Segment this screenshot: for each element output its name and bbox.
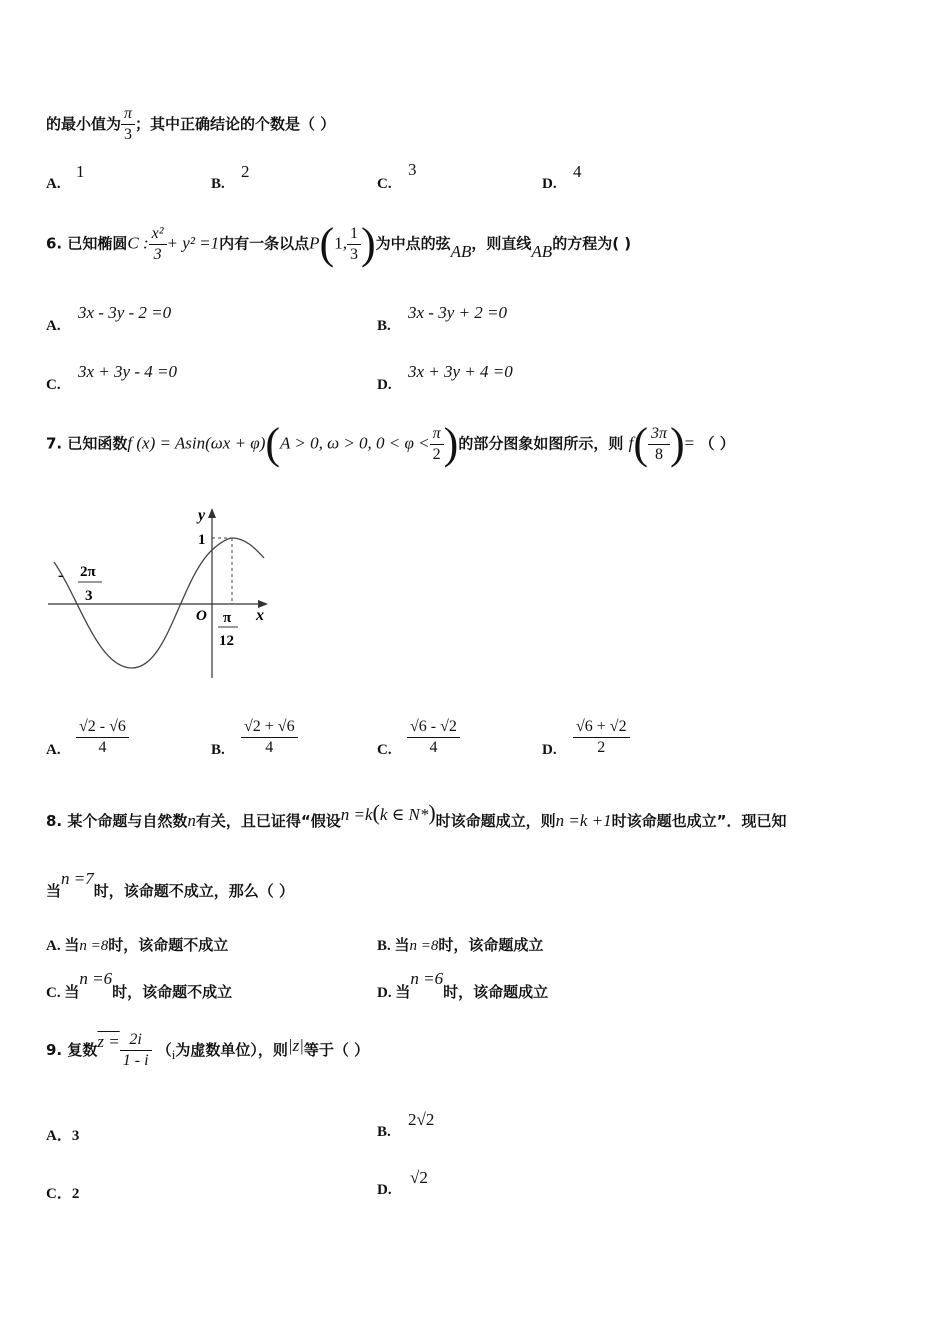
- q5-option-a[interactable]: A.: [46, 176, 61, 192]
- q6-stem: 6. 已知椭圆C : $\frac{\text{x²}}{3}$ + y² =1内有一条以点P(1, $\frac{1}{3}$ )为中点的弦AB，则直线AB的方程为( ): [46, 219, 632, 268]
- origin-label: O: [196, 608, 207, 624]
- left-tick-den: 3: [85, 588, 93, 604]
- max-value-label: 1: [198, 532, 206, 548]
- q9-option-b[interactable]: B.: [377, 1124, 391, 1140]
- q5-text: 的最小值为: [46, 115, 122, 133]
- q7-option-b-value: $\frac{√2 + √6}{4}$: [241, 717, 298, 758]
- q8-option-a[interactable]: A. 当n =8时，该命题不成立: [46, 938, 229, 954]
- right-tick-num: π: [223, 610, 232, 626]
- q9-option-c[interactable]: C．2: [46, 1186, 80, 1202]
- q9-option-b-value: 2√2: [408, 1110, 435, 1129]
- q5-option-b-value: 2: [241, 162, 250, 181]
- q5-option-a-value: 1: [76, 162, 85, 181]
- q8-stem-line1: 8. 某个命题与自然数n有关，且已证得“假设n =k(k ∈ N*)时该命题成立，则n =k +1时该命题也成立”．现已知: [46, 800, 787, 830]
- q6-option-a-value: 3x - 3y - 2 =0: [78, 303, 172, 322]
- right-tick-den: 12: [219, 633, 234, 649]
- q8-option-b[interactable]: B. 当n =8时，该命题成立: [377, 938, 544, 954]
- q7-option-d-value: $\frac{√6 + √2}{2}$: [573, 717, 630, 758]
- q5-option-d-value: 4: [573, 162, 582, 181]
- q5-text-post: ；其中正确结论的个数是（ ）: [135, 115, 336, 133]
- left-tick-sign: -: [58, 567, 64, 584]
- q5-fraction: $\frac{\pi}{3}$: [121, 104, 135, 145]
- q6-option-a[interactable]: A.: [46, 318, 61, 334]
- q6-option-c[interactable]: C.: [46, 377, 61, 393]
- q5-option-b[interactable]: B.: [211, 176, 225, 192]
- q9-option-a[interactable]: A．3: [46, 1128, 80, 1144]
- q8-option-c[interactable]: C. 当n =6时，该命题不成立: [46, 969, 233, 1001]
- q6-x2-fraction: $\frac{\text{x²}}{3}$: [149, 224, 167, 265]
- q9-stem: 9. 复数z = $\frac{2i}{1 - i}$ （i为虚数单位），则|z|等于（ ）: [46, 1031, 370, 1069]
- q5-tail: [46, 104, 335, 145]
- q7-option-c[interactable]: C.: [377, 742, 392, 758]
- q7-option-d[interactable]: D.: [542, 742, 557, 758]
- q7-stem: 7. 已知函数f (x) = Asin(ωx + φ)(A > 0, ω > 0, 0 < φ < $\frac{\pi}{2}$ )的部分图象如图所示，则 f( $\frac{3\pi}{8}$ )= （ ）: [46, 419, 735, 468]
- q7-option-a[interactable]: A.: [46, 742, 61, 758]
- q5-option-c-value: 3: [408, 160, 417, 179]
- q5-option-c[interactable]: C.: [377, 176, 392, 192]
- q8-option-d[interactable]: D. 当n =6时，该命题成立: [377, 969, 549, 1001]
- q6-option-c-value: 3x + 3y - 4 =0: [78, 362, 177, 381]
- q7-option-a-value: $\frac{√2 - √6}{4}$: [76, 717, 129, 758]
- x-axis-label: x: [256, 607, 264, 624]
- q6-option-d[interactable]: D.: [377, 377, 392, 393]
- q6-option-b-value: 3x - 3y + 2 =0: [408, 303, 507, 322]
- q8-stem-line2: 当n =7时，该命题不成立，那么（ ）: [46, 869, 294, 900]
- y-axis-label: y: [198, 507, 206, 524]
- q7-option-b[interactable]: B.: [211, 742, 225, 758]
- y-axis-arrow-icon: [208, 508, 216, 518]
- left-tick-num: 2π: [80, 564, 96, 580]
- q9-option-d[interactable]: D.: [377, 1182, 392, 1198]
- q6-option-b[interactable]: B.: [377, 318, 391, 334]
- q6-option-d-value: 3x + 3y + 4 =0: [408, 362, 513, 381]
- q5-option-d[interactable]: D.: [542, 176, 557, 192]
- q7-option-c-value: $\frac{√6 - √2}{4}$: [407, 717, 460, 758]
- q9-option-d-value: √2: [410, 1168, 428, 1187]
- q7-sine-graph: [40, 500, 280, 685]
